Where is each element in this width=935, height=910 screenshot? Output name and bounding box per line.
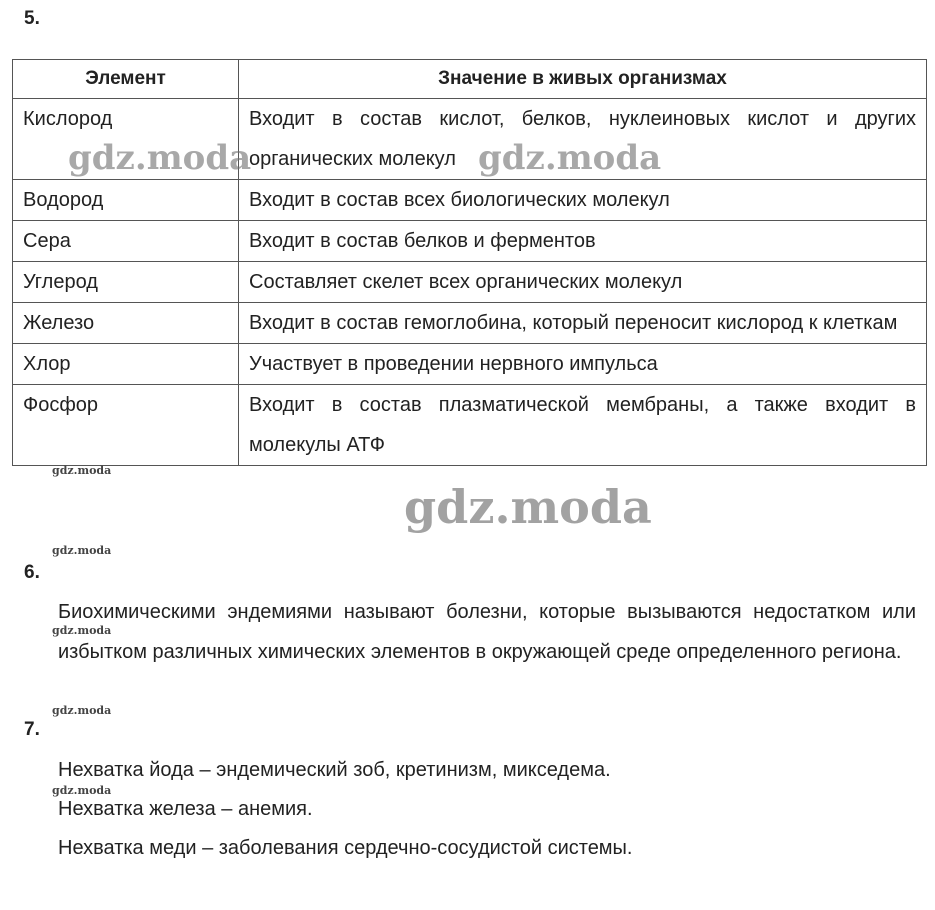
watermark-logo: gdz.moda [52,704,112,717]
cell-meaning: Входит в состав гемоглобина, который переносит кислород к клеткам [239,303,927,344]
cell-meaning: Входит в состав всех биологических молекул [239,180,927,221]
cell-element: Кислород [13,99,239,180]
cell-element: Фосфор [13,385,239,466]
section-7-line-2: Нехватка железа – анемия. [58,798,313,820]
cell-meaning: Составляет скелет всех органических молекул [239,262,927,303]
watermark-logo: gdz.moda [404,480,652,534]
cell-meaning: Входит в состав кислот, белков, нуклеиновых кислот и других органических молекул [239,99,927,180]
header-element: Элемент [13,60,239,99]
section-7-number: 7. [24,719,40,740]
header-meaning: Значение в живых организмах [239,60,927,99]
table-row [13,262,927,303]
cell-meaning: Входит в состав белков и ферментов [239,221,927,262]
watermark-logo: gdz.moda [52,544,112,557]
table-row [13,344,927,385]
section-5-number: 5. [24,8,40,29]
table-header-row [13,60,927,99]
cell-element: Углерод [13,262,239,303]
table-row [13,99,927,180]
section-7-line-3: Нехватка меди – заболевания сердечно-сосудистой системы. [58,837,633,859]
cell-meaning: Входит в состав плазматической мембраны, а также входит в молекулы АТФ [239,385,927,466]
table-row [13,221,927,262]
cell-element: Сера [13,221,239,262]
watermark-logo: gdz.moda [68,138,252,178]
section-6-number: 6. [24,562,40,583]
cell-element: Хлор [13,344,239,385]
watermark-logo: gdz.moda [478,138,662,178]
section-7-line-1: Нехватка йода – эндемический зоб, кретинизм, микседема. [58,759,611,781]
cell-element: Железо [13,303,239,344]
watermark-logo: gdz.moda [52,624,112,637]
table-row [13,303,927,344]
table-row [13,180,927,221]
elements-table [12,59,927,466]
watermark-logo: gdz.moda [52,464,112,477]
cell-meaning: Участвует в проведении нервного импульса [239,344,927,385]
cell-element: Водород [13,180,239,221]
table-row [13,385,927,466]
section-6-text: Биохимическими эндемиями называют болезни, которые вызываются недостатком или избытком различных химических элементов в окружающей среде определенного региона. [58,601,916,663]
watermark-logo: gdz.moda [52,784,112,797]
